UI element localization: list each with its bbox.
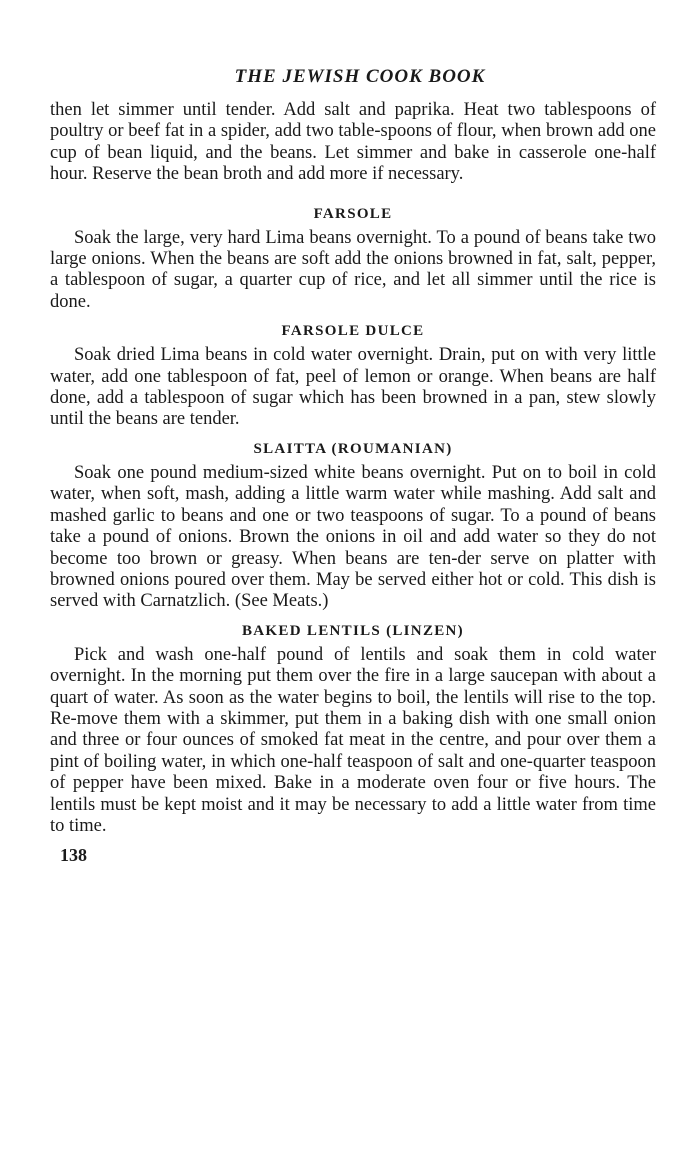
- recipe-title-farsole: FARSOLE: [313, 205, 393, 222]
- recipe-text-baked-lentils: Pick and wash one-half pound of lentils and soak them in cold water overnight. In the morning put them over the fire in a large saucepan with about a quart of water. As soon as the water begins to boil, the lentils will rise to the top. Re-move them with a skimmer, put them in a baking dish with one small onion and three or four ounces of smoked fat meat in the centre, and pour over them a pint of boiling water, in which one-half teaspoon of salt and one-quarter teaspoon of pepper have been mixed. Bake in a moderate oven four or five hours. The lentils must be kept moist and it may be necessary to add a little water from time to time.: [50, 644, 656, 836]
- recipe-title-farsole-dulce: FARSOLE DULCE: [281, 323, 425, 340]
- recipe-text-slaitta: Soak one pound medium-sized white beans overnight. Put on to boil in cold water, when soft, mash, adding a little warm water while mashing. Add salt and mashed garlic to beans and one or two teaspoons of sugar. To a pound of beans take a pound of onions. Brown the onions in oil and add water so they do not become too brown or greasy. When beans are ten-der serve on platter with browned onions poured over them. May be served either hot or cold. This dish is served with Carnatzlich. (See Meats.): [50, 462, 656, 612]
- recipe-title-slaitta: SLAITTA (ROUMANIAN): [253, 440, 453, 457]
- recipe-text-farsole-dulce: Soak dried Lima beans in cold water overnight. Drain, put on with very little water, add one tablespoon of fat, peel of lemon or orange. When beans are half done, add a tablespoon of sugar which has been browned in a pan, stew slowly until the beans are tender.: [50, 345, 656, 430]
- recipe-text-farsole: Soak the large, very hard Lima beans overnight. To a pound of beans take two large onions. When the beans are soft add the onions browned in fat, salt, pepper, a tablespoon of sugar, a quarter cup of rice, and let all simmer until the rice is done.: [50, 227, 656, 312]
- page-number: 138: [60, 845, 87, 866]
- running-head: THE JEWISH COOK BOOK: [234, 66, 486, 87]
- intro-paragraph: then let simmer until tender. Add salt and paprika. Heat two tablespoons of poultry or beef fat in a spider, add two table-spoons of flour, when brown add one cup of bean liquid, and the beans. Let simmer and bake in casserole one-half hour. Reserve the bean broth and add more if necessary.: [50, 100, 656, 185]
- recipe-title-baked-lentils: BAKED LENTILS (LINZEN): [242, 622, 464, 639]
- book-page: [50, 66, 656, 866]
